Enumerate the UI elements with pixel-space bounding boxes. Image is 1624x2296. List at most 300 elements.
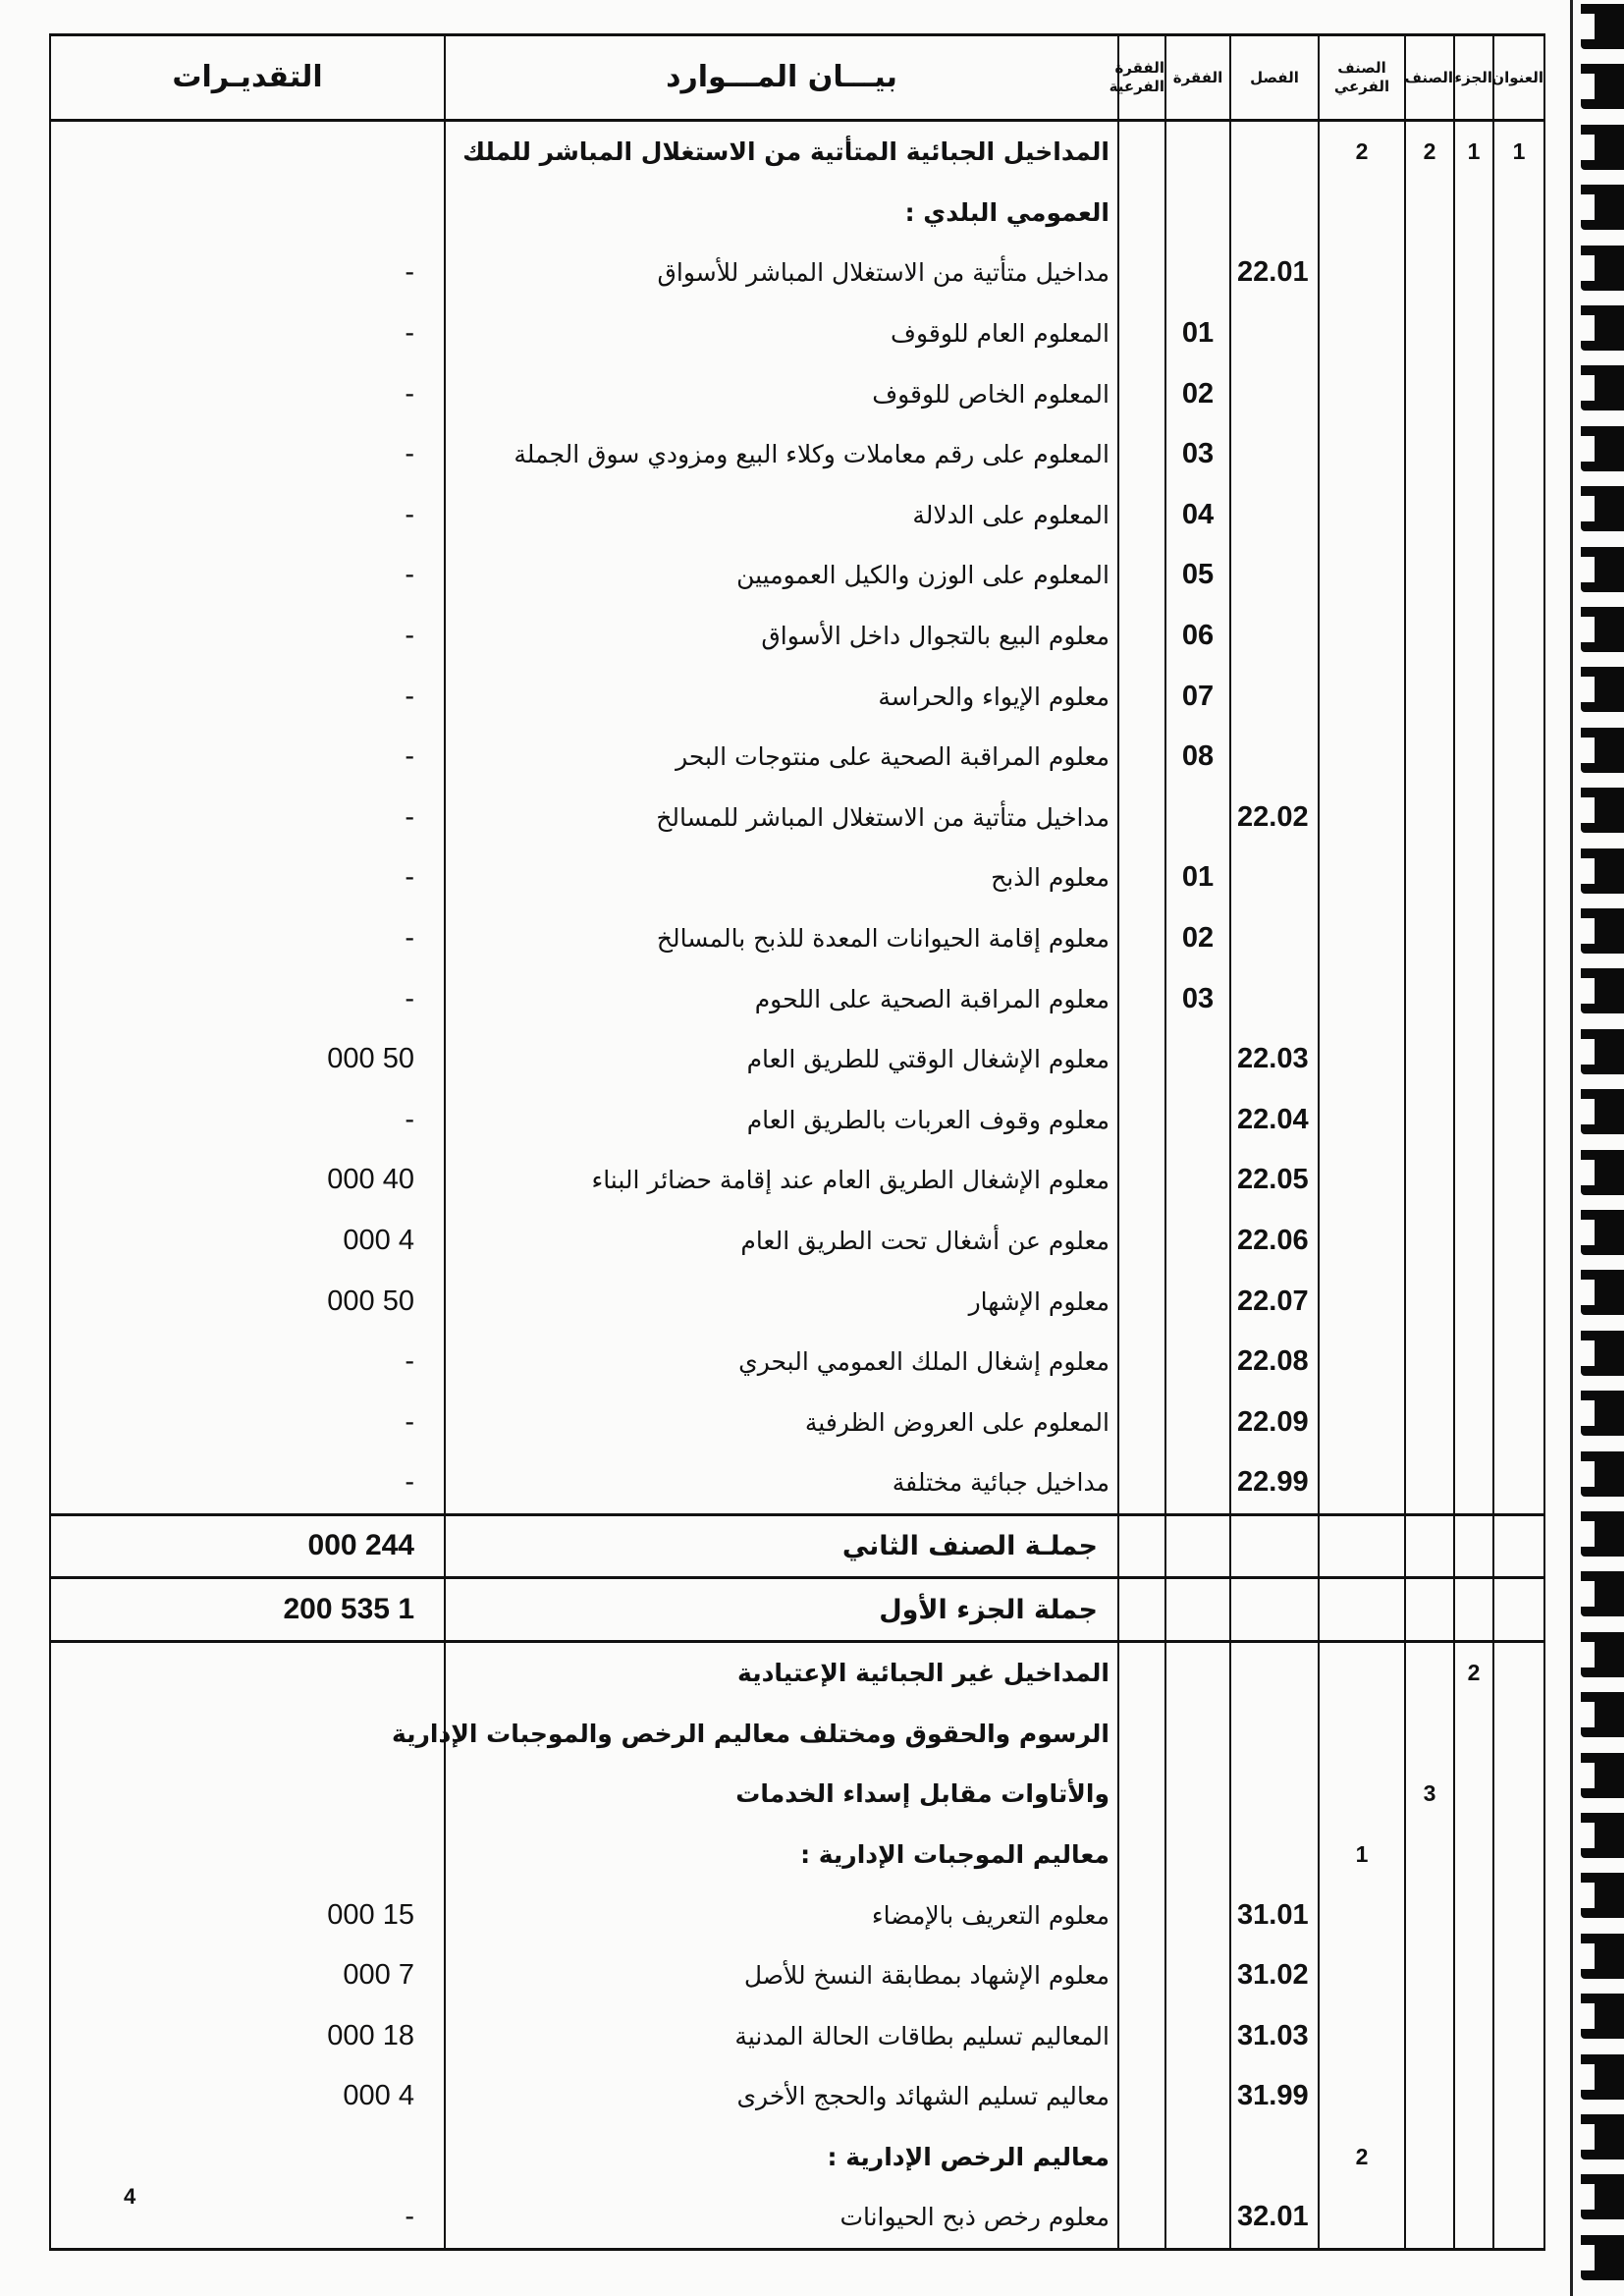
header-part: الجزء bbox=[1454, 35, 1493, 121]
description-cell: معاليم الرخص الإدارية : bbox=[445, 2127, 1118, 2188]
binding-hole bbox=[1581, 968, 1624, 1013]
class-cell bbox=[1405, 1150, 1454, 1211]
description-cell: معاليم تسليم الشهائد والحجج الأخرى bbox=[445, 2066, 1118, 2127]
table-row bbox=[50, 1150, 1544, 1211]
estimate-cell: 40 000 bbox=[50, 1150, 445, 1211]
title-cell bbox=[1493, 1945, 1544, 2006]
chapter-cell: 22.99 bbox=[1230, 1452, 1319, 1514]
description-cell: معلوم الإيواء والحراسة bbox=[445, 666, 1118, 727]
paragraph-cell: 02 bbox=[1165, 908, 1230, 969]
chapter-cell: 31.01 bbox=[1230, 1885, 1319, 1945]
description-cell: معلوم المراقبة الصحية على منتوجات البحر bbox=[445, 727, 1118, 788]
class-cell bbox=[1405, 1641, 1454, 1703]
part-cell bbox=[1454, 363, 1493, 424]
subclass-cell bbox=[1319, 1885, 1405, 1945]
chapter-cell bbox=[1230, 363, 1319, 424]
title-cell bbox=[1493, 303, 1544, 364]
table-row bbox=[50, 847, 1544, 908]
chapter-cell bbox=[1230, 847, 1319, 908]
paragraph-cell bbox=[1165, 788, 1230, 848]
subclass-cell bbox=[1319, 1392, 1405, 1452]
paragraph-cell bbox=[1165, 121, 1230, 183]
class-cell bbox=[1405, 183, 1454, 244]
paragraph-cell: 03 bbox=[1165, 968, 1230, 1029]
description-cell: مداخيل متأتية من الاستغلال المباشر للمسالخ bbox=[445, 788, 1118, 848]
description-cell: معلوم البيع بالتجوال داخل الأسواق bbox=[445, 606, 1118, 667]
chapter-cell: 22.09 bbox=[1230, 1392, 1319, 1452]
estimate-cell: - bbox=[50, 727, 445, 788]
table-row bbox=[50, 363, 1544, 424]
estimate-cell: 18 000 bbox=[50, 2005, 445, 2066]
description-cell: معلوم وقوف العربات بالطريق العام bbox=[445, 1090, 1118, 1151]
class-cell bbox=[1405, 1271, 1454, 1332]
subclass-cell bbox=[1319, 1090, 1405, 1151]
table-row bbox=[50, 2127, 1544, 2188]
class-cell bbox=[1405, 666, 1454, 727]
part-cell bbox=[1454, 908, 1493, 969]
subclass-cell bbox=[1319, 847, 1405, 908]
description-cell: معلوم الإشهاد بمطابقة النسخ للأصل bbox=[445, 1945, 1118, 2006]
estimate-cell bbox=[50, 1641, 445, 1703]
subparagraph-cell bbox=[1118, 2187, 1165, 2249]
estimate-cell: - bbox=[50, 1090, 445, 1151]
estimate-cell: - bbox=[50, 2187, 445, 2249]
table-row bbox=[50, 485, 1544, 546]
part-cell bbox=[1454, 1090, 1493, 1151]
paragraph-cell: 06 bbox=[1165, 606, 1230, 667]
binding-hole bbox=[1581, 486, 1624, 531]
subparagraph-cell bbox=[1118, 1641, 1165, 1703]
subclass-cell bbox=[1319, 1764, 1405, 1825]
title-cell bbox=[1493, 2005, 1544, 2066]
class-cell bbox=[1405, 1029, 1454, 1090]
chapter-cell bbox=[1230, 908, 1319, 969]
class-cell bbox=[1405, 2066, 1454, 2127]
estimate-cell: - bbox=[50, 1332, 445, 1393]
description-cell: المعلوم على رقم معاملات وكلاء البيع ومزودي سوق الجملة bbox=[445, 424, 1118, 485]
description-cell: معلوم إقامة الحيوانات المعدة للذبح بالمسالخ bbox=[445, 908, 1118, 969]
binding-hole bbox=[1581, 788, 1624, 833]
part-cell bbox=[1454, 2066, 1493, 2127]
table-row bbox=[50, 2187, 1544, 2249]
estimate-cell: - bbox=[50, 485, 445, 546]
estimate-cell: - bbox=[50, 243, 445, 303]
estimate-cell: 50 000 bbox=[50, 1029, 445, 1090]
table-row bbox=[50, 1703, 1544, 1764]
description-cell: معلوم المراقبة الصحية على اللحوم bbox=[445, 968, 1118, 1029]
chapter-cell bbox=[1230, 1641, 1319, 1703]
part-cell bbox=[1454, 847, 1493, 908]
binding-hole bbox=[1581, 728, 1624, 773]
binding-hole bbox=[1581, 246, 1624, 291]
binding-hole bbox=[1581, 1632, 1624, 1677]
description-cell: معلوم التعريف بالإمضاء bbox=[445, 1885, 1118, 1945]
subparagraph-cell bbox=[1118, 1885, 1165, 1945]
binding-hole bbox=[1581, 1391, 1624, 1436]
description-cell: معلوم الإشهار bbox=[445, 1271, 1118, 1332]
subparagraph-cell bbox=[1118, 1271, 1165, 1332]
binding-hole bbox=[1581, 4, 1624, 49]
paragraph-cell bbox=[1165, 1885, 1230, 1945]
table-row bbox=[50, 303, 1544, 364]
part-cell bbox=[1454, 1764, 1493, 1825]
binding-hole bbox=[1581, 1451, 1624, 1497]
title-cell bbox=[1493, 666, 1544, 727]
chapter-cell bbox=[1230, 1825, 1319, 1886]
paragraph-cell bbox=[1165, 1703, 1230, 1764]
chapter-cell: 22.05 bbox=[1230, 1150, 1319, 1211]
class-cell bbox=[1405, 727, 1454, 788]
description-cell: مداخيل متأتية من الاستغلال المباشر للأسواق bbox=[445, 243, 1118, 303]
class-cell bbox=[1405, 303, 1454, 364]
title-cell bbox=[1493, 545, 1544, 606]
paragraph-cell bbox=[1165, 243, 1230, 303]
part-cell bbox=[1454, 1150, 1493, 1211]
subclass-cell bbox=[1319, 1211, 1405, 1272]
paragraph-cell bbox=[1165, 1825, 1230, 1886]
chapter-cell bbox=[1230, 727, 1319, 788]
table-row bbox=[50, 1945, 1544, 2006]
binding-hole bbox=[1581, 1331, 1624, 1376]
binding-hole bbox=[1581, 1813, 1624, 1858]
estimate-cell bbox=[50, 183, 445, 244]
table-row bbox=[50, 968, 1544, 1029]
class-cell bbox=[1405, 1703, 1454, 1764]
binding-hole bbox=[1581, 2054, 1624, 2100]
title-cell bbox=[1493, 1703, 1544, 1764]
subparagraph-cell bbox=[1118, 1452, 1165, 1514]
subclass-cell: 2 bbox=[1319, 121, 1405, 183]
binding-hole bbox=[1581, 1029, 1624, 1074]
class-cell bbox=[1405, 1392, 1454, 1452]
estimate-cell: - bbox=[50, 847, 445, 908]
subclass-cell bbox=[1319, 788, 1405, 848]
paragraph-cell bbox=[1165, 2005, 1230, 2066]
paragraph-cell bbox=[1165, 2187, 1230, 2249]
header-class: الصنف bbox=[1405, 35, 1454, 121]
part-cell bbox=[1454, 1885, 1493, 1945]
paragraph-cell bbox=[1165, 1641, 1230, 1703]
binding-hole bbox=[1581, 2235, 1624, 2280]
part-cell bbox=[1454, 303, 1493, 364]
table-row bbox=[50, 2005, 1544, 2066]
subparagraph-cell bbox=[1118, 1392, 1165, 1452]
title-cell bbox=[1493, 1332, 1544, 1393]
subclass-cell bbox=[1319, 303, 1405, 364]
subparagraph-cell bbox=[1118, 1332, 1165, 1393]
subclass-cell bbox=[1319, 545, 1405, 606]
class-cell bbox=[1405, 243, 1454, 303]
description-cell: المعلوم على الدلالة bbox=[445, 485, 1118, 546]
chapter-cell: 31.99 bbox=[1230, 2066, 1319, 2127]
description-cell: المعاليم تسليم بطاقات الحالة المدنية bbox=[445, 2005, 1118, 2066]
estimate-cell: 50 000 bbox=[50, 1271, 445, 1332]
chapter-cell: 22.02 bbox=[1230, 788, 1319, 848]
binding-hole bbox=[1581, 1270, 1624, 1315]
chapter-cell: 22.01 bbox=[1230, 243, 1319, 303]
subclass-cell: 2 bbox=[1319, 2127, 1405, 2188]
subclass-cell bbox=[1319, 1703, 1405, 1764]
table-row bbox=[50, 424, 1544, 485]
subclass-cell bbox=[1319, 2066, 1405, 2127]
subparagraph-cell bbox=[1118, 485, 1165, 546]
part-cell bbox=[1454, 666, 1493, 727]
title-cell bbox=[1493, 424, 1544, 485]
binding-hole bbox=[1581, 1511, 1624, 1557]
part-cell bbox=[1454, 1392, 1493, 1452]
class-cell bbox=[1405, 2127, 1454, 2188]
subparagraph-cell bbox=[1118, 2127, 1165, 2188]
estimate-cell: - bbox=[50, 303, 445, 364]
title-cell bbox=[1493, 1641, 1544, 1703]
subclass-cell bbox=[1319, 424, 1405, 485]
description-cell: المعلوم على الوزن والكيل العموميين bbox=[445, 545, 1118, 606]
subparagraph-cell bbox=[1118, 424, 1165, 485]
binding-hole bbox=[1581, 547, 1624, 592]
chapter-cell bbox=[1230, 666, 1319, 727]
paragraph-cell: 05 bbox=[1165, 545, 1230, 606]
paragraph-cell bbox=[1165, 2066, 1230, 2127]
total-part-amount: 1 535 200 bbox=[50, 1578, 445, 1642]
class-cell bbox=[1405, 968, 1454, 1029]
binding-hole bbox=[1581, 1873, 1624, 1918]
subclass-cell bbox=[1319, 1641, 1405, 1703]
estimate-cell: - bbox=[50, 424, 445, 485]
paragraph-cell bbox=[1165, 1150, 1230, 1211]
subparagraph-cell bbox=[1118, 1825, 1165, 1886]
title-cell bbox=[1493, 1392, 1544, 1452]
chapter-cell: 22.06 bbox=[1230, 1211, 1319, 1272]
title-cell bbox=[1493, 788, 1544, 848]
binding-hole bbox=[1581, 64, 1624, 109]
subclass-cell bbox=[1319, 1945, 1405, 2006]
binding-hole bbox=[1581, 1571, 1624, 1616]
table-row bbox=[50, 1029, 1544, 1090]
estimate-cell bbox=[50, 1764, 445, 1825]
description-cell: والأتاوات مقابل إسداء الخدمات bbox=[445, 1764, 1118, 1825]
part-cell bbox=[1454, 788, 1493, 848]
part-cell bbox=[1454, 606, 1493, 667]
table-row bbox=[50, 788, 1544, 848]
budget-table bbox=[49, 33, 1545, 2251]
subparagraph-cell bbox=[1118, 1090, 1165, 1151]
subparagraph-cell bbox=[1118, 1703, 1165, 1764]
description-cell: معلوم الإشغال الطريق العام عند إقامة حضائر البناء bbox=[445, 1150, 1118, 1211]
title-cell bbox=[1493, 1029, 1544, 1090]
chapter-cell: 22.08 bbox=[1230, 1332, 1319, 1393]
class-cell: 3 bbox=[1405, 1764, 1454, 1825]
subclass-cell bbox=[1319, 606, 1405, 667]
subclass-cell bbox=[1319, 1150, 1405, 1211]
paragraph-cell: 03 bbox=[1165, 424, 1230, 485]
subparagraph-cell bbox=[1118, 1150, 1165, 1211]
chapter-cell bbox=[1230, 424, 1319, 485]
subparagraph-cell bbox=[1118, 545, 1165, 606]
total-class-label: جملـة الصنف الثاني bbox=[445, 1514, 1118, 1578]
chapter-cell: 22.03 bbox=[1230, 1029, 1319, 1090]
subclass-cell bbox=[1319, 1029, 1405, 1090]
class-cell bbox=[1405, 606, 1454, 667]
estimate-cell: - bbox=[50, 968, 445, 1029]
table-row bbox=[50, 908, 1544, 969]
chapter-cell bbox=[1230, 545, 1319, 606]
class-cell bbox=[1405, 1945, 1454, 2006]
description-cell: الرسوم والحقوق ومختلف معاليم الرخص والموجبات الإدارية bbox=[445, 1703, 1118, 1764]
chapter-cell: 31.03 bbox=[1230, 2005, 1319, 2066]
subparagraph-cell bbox=[1118, 1764, 1165, 1825]
subclass-cell bbox=[1319, 908, 1405, 969]
title-cell bbox=[1493, 1150, 1544, 1211]
subparagraph-cell bbox=[1118, 121, 1165, 183]
header-title: العنوان bbox=[1493, 35, 1544, 121]
class-cell bbox=[1405, 908, 1454, 969]
header-subclass: الصنف الفرعي bbox=[1319, 35, 1405, 121]
subclass-cell bbox=[1319, 2187, 1405, 2249]
estimate-cell: - bbox=[50, 666, 445, 727]
description-cell: المعلوم الخاص للوقوف bbox=[445, 363, 1118, 424]
subparagraph-cell bbox=[1118, 1211, 1165, 1272]
part-cell: 1 bbox=[1454, 121, 1493, 183]
description-cell: معلوم إشغال الملك العمومي البحري bbox=[445, 1332, 1118, 1393]
table-row bbox=[50, 606, 1544, 667]
chapter-cell bbox=[1230, 1764, 1319, 1825]
part-cell bbox=[1454, 1029, 1493, 1090]
title-cell bbox=[1493, 908, 1544, 969]
subparagraph-cell bbox=[1118, 243, 1165, 303]
paragraph-cell: 02 bbox=[1165, 363, 1230, 424]
subclass-cell bbox=[1319, 1452, 1405, 1514]
paragraph-cell bbox=[1165, 1764, 1230, 1825]
class-cell bbox=[1405, 545, 1454, 606]
subclass-cell bbox=[1319, 727, 1405, 788]
estimate-cell bbox=[50, 2127, 445, 2188]
part-cell bbox=[1454, 545, 1493, 606]
class-cell bbox=[1405, 2187, 1454, 2249]
chapter-cell bbox=[1230, 1703, 1319, 1764]
chapter-cell: 22.07 bbox=[1230, 1271, 1319, 1332]
subparagraph-cell bbox=[1118, 788, 1165, 848]
binding-hole bbox=[1581, 365, 1624, 410]
paragraph-cell bbox=[1165, 1452, 1230, 1514]
subparagraph-cell bbox=[1118, 1029, 1165, 1090]
table-row bbox=[50, 1332, 1544, 1393]
subclass-cell bbox=[1319, 243, 1405, 303]
chapter-cell bbox=[1230, 2127, 1319, 2188]
class-cell bbox=[1405, 1090, 1454, 1151]
binding-strip bbox=[1565, 0, 1624, 2296]
binding-hole bbox=[1581, 305, 1624, 351]
description-cell: معلوم الذبح bbox=[445, 847, 1118, 908]
class-cell bbox=[1405, 424, 1454, 485]
total-class-amount: 244 000 bbox=[50, 1514, 445, 1578]
table-row bbox=[50, 1392, 1544, 1452]
subparagraph-cell bbox=[1118, 303, 1165, 364]
binding-hole bbox=[1581, 2114, 1624, 2159]
title-cell bbox=[1493, 1090, 1544, 1151]
title-cell bbox=[1493, 183, 1544, 244]
description-cell: المعلوم على العروض الظرفية bbox=[445, 1392, 1118, 1452]
subclass-cell: 1 bbox=[1319, 1825, 1405, 1886]
table-row bbox=[50, 183, 1544, 244]
subparagraph-cell bbox=[1118, 847, 1165, 908]
estimate-cell: 4 000 bbox=[50, 1211, 445, 1272]
subparagraph-cell bbox=[1118, 1945, 1165, 2006]
paragraph-cell bbox=[1165, 1090, 1230, 1151]
estimate-cell bbox=[50, 121, 445, 183]
binding-hole bbox=[1581, 1994, 1624, 2039]
paragraph-cell bbox=[1165, 1029, 1230, 1090]
subclass-cell bbox=[1319, 363, 1405, 424]
table-row bbox=[50, 1271, 1544, 1332]
table-row bbox=[50, 1825, 1544, 1886]
part-cell bbox=[1454, 424, 1493, 485]
part-cell bbox=[1454, 1452, 1493, 1514]
description-cell: معاليم الموجبات الإدارية : bbox=[445, 1825, 1118, 1886]
chapter-cell bbox=[1230, 183, 1319, 244]
subclass-cell bbox=[1319, 485, 1405, 546]
page-number: 4 bbox=[124, 2184, 136, 2209]
table-row bbox=[50, 2066, 1544, 2127]
paragraph-cell: 01 bbox=[1165, 847, 1230, 908]
paragraph-cell: 04 bbox=[1165, 485, 1230, 546]
chapter-cell bbox=[1230, 968, 1319, 1029]
paragraph-cell bbox=[1165, 1332, 1230, 1393]
title-cell bbox=[1493, 363, 1544, 424]
estimate-cell: 7 000 bbox=[50, 1945, 445, 2006]
description-cell: معلوم عن أشغال تحت الطريق العام bbox=[445, 1211, 1118, 1272]
title-cell bbox=[1493, 1271, 1544, 1332]
title-cell bbox=[1493, 968, 1544, 1029]
class-cell bbox=[1405, 1211, 1454, 1272]
table-row bbox=[50, 727, 1544, 788]
title-cell bbox=[1493, 1885, 1544, 1945]
description-cell: مداخيل جبائية مختلفة bbox=[445, 1452, 1118, 1514]
subclass-cell bbox=[1319, 183, 1405, 244]
table-row bbox=[50, 1885, 1544, 1945]
binding-hole bbox=[1581, 185, 1624, 230]
subparagraph-cell bbox=[1118, 363, 1165, 424]
part-cell bbox=[1454, 183, 1493, 244]
paragraph-cell bbox=[1165, 1211, 1230, 1272]
estimate-cell: 4 000 bbox=[50, 2066, 445, 2127]
class-cell bbox=[1405, 363, 1454, 424]
part-cell bbox=[1454, 1703, 1493, 1764]
description-cell: معلوم الإشغال الوقتي للطريق العام bbox=[445, 1029, 1118, 1090]
part-cell bbox=[1454, 2005, 1493, 2066]
title-cell bbox=[1493, 2187, 1544, 2249]
subclass-cell bbox=[1319, 666, 1405, 727]
class-cell: 2 bbox=[1405, 121, 1454, 183]
table-row bbox=[50, 1641, 1544, 1703]
table-row bbox=[50, 1452, 1544, 1514]
part-cell bbox=[1454, 2127, 1493, 2188]
class-cell bbox=[1405, 1452, 1454, 1514]
estimate-cell: - bbox=[50, 1452, 445, 1514]
table-row bbox=[50, 121, 1544, 183]
part-cell bbox=[1454, 1945, 1493, 2006]
paragraph-cell bbox=[1165, 2127, 1230, 2188]
description-cell: المعلوم العام للوقوف bbox=[445, 303, 1118, 364]
binding-hole bbox=[1581, 667, 1624, 712]
estimate-cell bbox=[50, 1703, 445, 1764]
subparagraph-cell bbox=[1118, 968, 1165, 1029]
binding-hole bbox=[1581, 607, 1624, 652]
part-cell bbox=[1454, 485, 1493, 546]
subclass-cell bbox=[1319, 2005, 1405, 2066]
header-subparagraph: الفقرة الفرعية bbox=[1118, 35, 1165, 121]
class-cell bbox=[1405, 847, 1454, 908]
title-cell bbox=[1493, 606, 1544, 667]
